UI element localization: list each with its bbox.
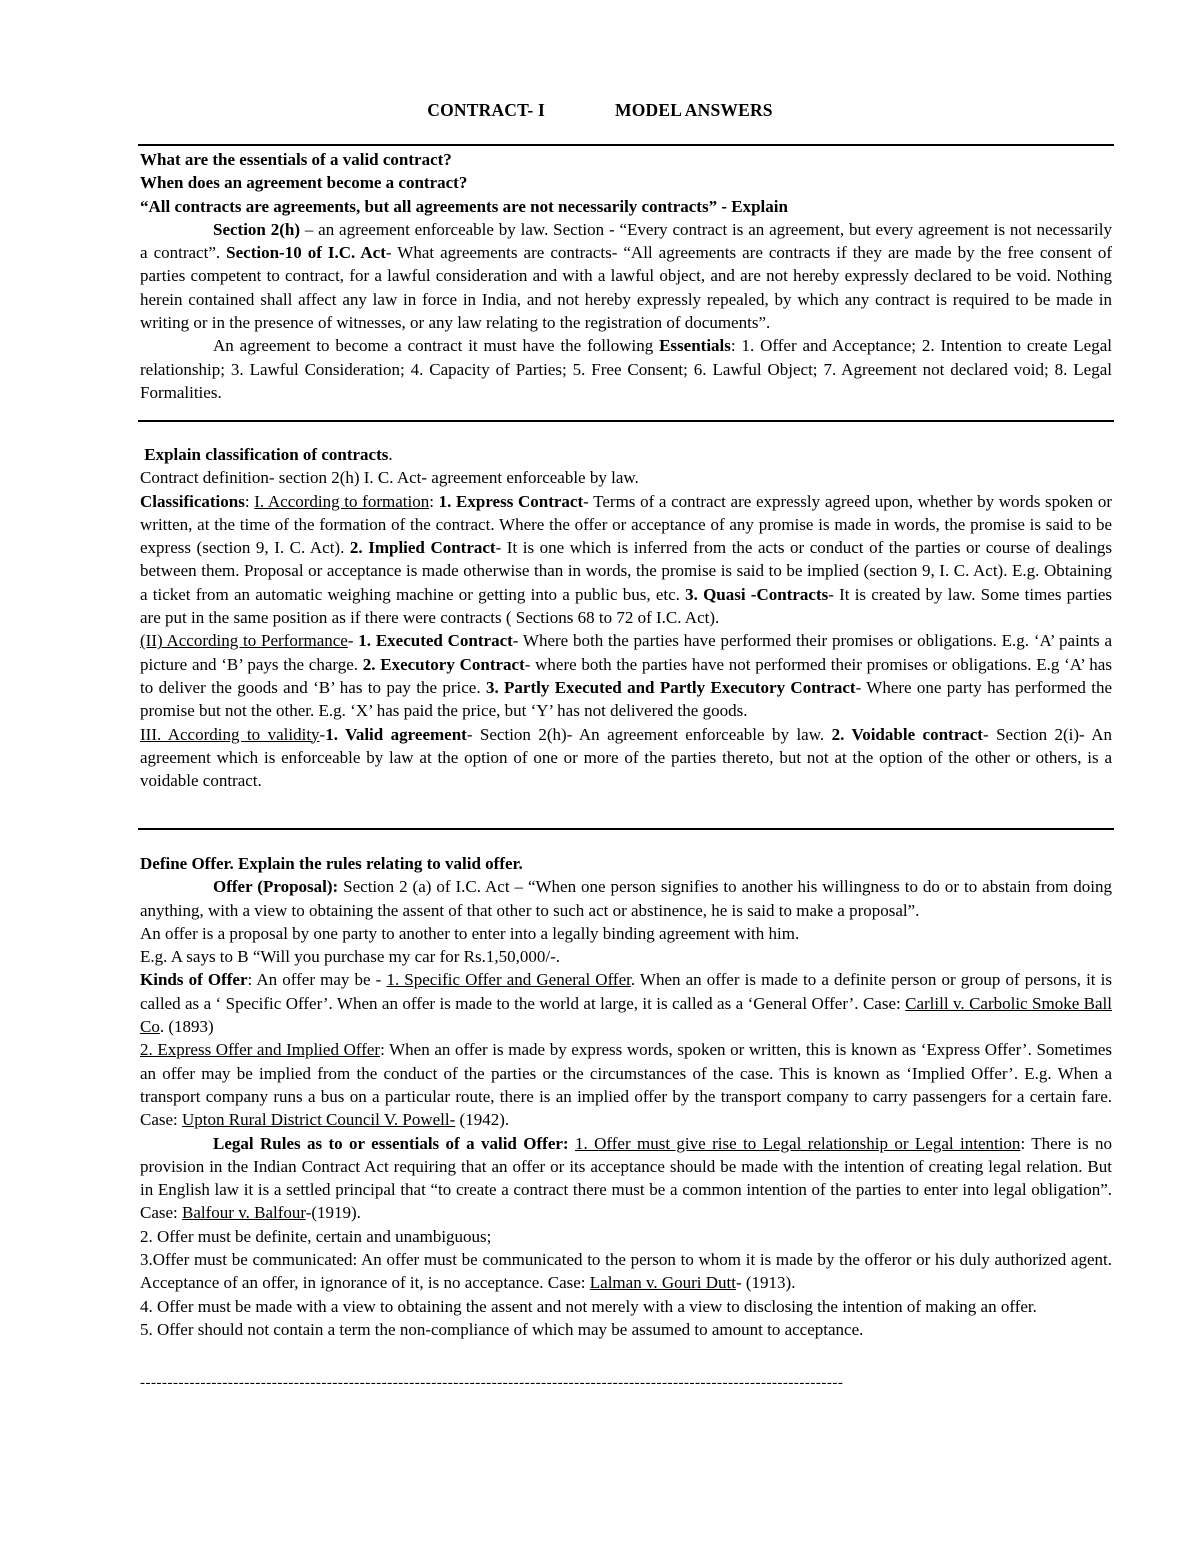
bold-term: Kinds of Offer — [140, 970, 248, 990]
text: - — [319, 724, 326, 744]
bold-term: 2. Implied Contract — [349, 538, 496, 558]
divider — [138, 420, 1114, 422]
paragraph — [140, 1038, 1112, 1131]
text: An agreement to become a contract it must have the following — [213, 336, 660, 356]
bold-term: 1. Valid agreement — [325, 724, 467, 744]
text: : — [244, 491, 255, 511]
underlined-heading: 1. Specific Offer and General Offer — [386, 970, 631, 990]
text: : 1. Offer and Acceptance; 2. Intention to create Legal relationship; 3. Lawful Consideration; 4. Capacity of Parties; 5. Free Consent; 6. Lawful Object; 7. Agreement not declared void; 8. Legal Formalities. — [140, 336, 1112, 402]
text: - (1913). — [735, 1273, 796, 1293]
paragraph: An offer is a proposal by one party to another to enter into a legally binding agreement with him. — [140, 923, 800, 943]
text: . (1893) — [159, 1017, 214, 1037]
text: - — [347, 631, 359, 651]
case-name: Carlill v. Carbolic Smoke Ball Co — [140, 993, 1112, 1037]
text: - What agreements are contracts- “All agreements are contracts if they are made by the free consent of parties competent to contract, for a lawful consideration and with a lawful object, and are not hereby expressly declared to be void. Nothing herein contained shall affect any law in force in India, and not hereby expressly repealed, by which any contract is required to be made in writing or in the presence of witnesses, or any law relating to the registration of documents”. — [140, 243, 1112, 333]
text: - Where one party has performed the promise but not the other. E.g. ‘X’ has paid the price, but ‘Y’ has not delivered the goods. — [140, 677, 1112, 721]
paragraph — [140, 968, 1112, 1038]
bold-term: Section 2(h) — [213, 219, 300, 239]
bold-term: 2. Executory Contract — [362, 654, 525, 674]
text: 3.Offer must be communicated: An offer must be communicated to the person to whom it is made by the offeror or his duly authorized agent. Acceptance of an offer, in ignorance of it, is no acceptance. Case: — [140, 1250, 1112, 1293]
text: -(1919). — [305, 1203, 361, 1223]
case-name: Balfour v. Balfour — [182, 1203, 306, 1223]
section-classification — [140, 443, 1112, 792]
section-essentials — [140, 148, 1112, 404]
paragraph: 2. Offer must be definite, certain and unambiguous; — [140, 1226, 492, 1246]
question: “All contracts are agreements, but all agreements are not necessarily contracts” - Explain — [140, 196, 788, 216]
paragraph — [140, 334, 1112, 404]
page-title — [0, 99, 1200, 122]
paragraph: E.g. A says to B “Will you purchase my car for Rs.1,50,000/-. — [140, 947, 561, 967]
question: Define Offer. Explain the rules relating to valid offer. — [140, 854, 523, 873]
text: – an agreement enforceable by law. Section - “Every contract is an agreement, but every agreement is not necessarily a contract”. — [140, 219, 1112, 263]
bold-term: 3. Quasi -Contracts — [685, 584, 829, 604]
text: - Section 2(i)- An agreement which is enforceable by law at the option of one or more of the parties thereto, but not at the option of the other or others, is a voidable contract. — [140, 724, 1112, 791]
text: : — [429, 491, 439, 511]
text: - Section 2(h)- An agreement enforceable by law. — [466, 724, 832, 744]
divider — [138, 828, 1114, 830]
bold-term: 1. Executed Contract — [358, 631, 513, 651]
text: : An offer may be - — [247, 970, 387, 990]
text: - Terms of a contract are expressly agreed upon, whether by words spoken or written, at the time of the formation of the contract. Where the offer or acceptance of any promise is made in words, the promise is said to be express (section 9, I. C. Act). — [140, 491, 1112, 558]
text: (1942). — [455, 1110, 510, 1130]
text: - where both the parties have not performed their promises or obligations. E.g ‘A’ has to deliver the goods and ‘B’ has to pay the price. — [140, 654, 1112, 697]
paragraph — [140, 218, 1112, 334]
dashed-separator: -------------------------------------------------------------------------------------------------------------------------------- — [140, 1375, 844, 1391]
text: Section 2 (a) of I.C. Act – “When one person signifies to another his willingness to do or to abstain from doing anything, with a view to obtaining the assent of that other to such act or abstinence, he is said to make a proposal”. — [140, 877, 1112, 920]
title-left: CONTRACT- I — [427, 100, 546, 120]
paragraph: 4. Offer must be made with a view to obtaining the assent and not merely with a view to disclosing the intention of making an offer. — [140, 1296, 1037, 1316]
text: - It is created by law. Some times parties are put in the same position as if there were contracts ( Sections 68 to 72 of I.C. Act). — [140, 584, 1112, 628]
underlined-heading: I. According to formation — [254, 491, 430, 511]
paragraph — [140, 1248, 1112, 1295]
bold-term: Section-10 of I.C. Act — [226, 243, 386, 263]
paragraph — [140, 629, 1112, 722]
underlined-heading: III. According to validity — [140, 724, 320, 744]
section-offer — [140, 852, 1112, 1341]
text: . — [388, 445, 393, 464]
bold-term: Classifications — [140, 491, 245, 511]
underlined-heading: (II) According to Performance — [140, 631, 348, 651]
question: What are the essentials of a valid contract? — [140, 150, 452, 169]
paragraph — [140, 1132, 1112, 1225]
divider — [138, 144, 1114, 146]
text: - It is one which is inferred from the acts or conduct of the parties or course of dealings between them. Proposal or acceptance is made otherwise than in words, the promise is said to be implied (section 9, I. C. Act). E.g. Obtaining a ticket from an automatic weighing machine or getting into a public bus, etc. — [140, 538, 1112, 604]
bold-term: Offer (Proposal): — [213, 877, 339, 897]
bold-term: 1. Express Contract — [438, 491, 584, 511]
paragraph: 5. Offer should not contain a term the non-compliance of which may be assumed to amount to acceptance. — [140, 1319, 864, 1339]
bold-term: 2. Voidable contract — [831, 724, 983, 744]
bold-term: 3. Partly Executed and Partly Executory Contract — [485, 677, 856, 697]
paragraph — [140, 875, 1112, 922]
case-name: Upton Rural District Council V. Powell- — [182, 1110, 456, 1130]
text: - Where both the parties have performed their promises or obligations. E.g. ‘A’ paints a picture and ‘B’ pays the charge. — [140, 631, 1112, 674]
bold-term: Legal Rules as to or essentials of a valid Offer: — [213, 1133, 569, 1153]
text: . When an offer is made to a definite person or group of persons, it is called as a ‘ Specific Offer’. When an offer is made to the world at large, it is called as a ‘General Offer’. Case: — [140, 970, 1112, 1013]
paragraph: Contract definition- section 2(h) I. C. Act- agreement enforceable by law. — [140, 468, 639, 488]
paragraph — [140, 490, 1112, 630]
paragraph — [140, 723, 1112, 793]
bold-term: Essentials — [659, 336, 731, 356]
text: : There is no provision in the Indian Contract Act requiring that an offer or its acceptance should be made with the intention of creating legal relation. But in English law it is a settled principal that “to create a contract there must be a common intention of the parties to enter into legal obligation”. Case: — [140, 1133, 1112, 1223]
underlined-heading: 1. Offer must give rise to Legal relationship or Legal intention — [574, 1133, 1021, 1153]
title-right: MODEL ANSWERS — [615, 100, 773, 120]
question: Explain classification of contracts — [144, 445, 389, 464]
underlined-heading: 2. Express Offer and Implied Offer — [140, 1040, 381, 1060]
question: When does an agreement become a contract? — [140, 173, 468, 193]
text: : When an offer is made by express words, spoken or written, this is known as ‘Express Offer’. Sometimes an offer may be implied from the conduct of the parties or the circumstances of the case. This is known as ‘Implied Offer’. E.g. When a transport company runs a bus on a particular route, there is an implied offer by the transport company to carry passengers for a certain fare. Case: — [140, 1040, 1113, 1130]
case-name: Lalman v. Gouri Dutt — [589, 1273, 736, 1293]
